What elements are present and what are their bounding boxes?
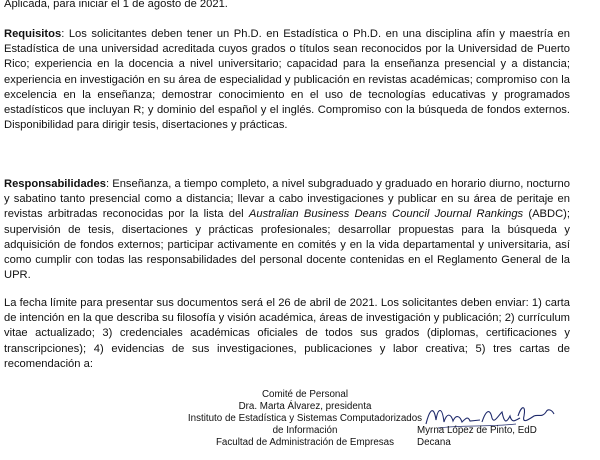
faculty-line: Facultad de Administración de Empresas: [215, 437, 395, 449]
signatory-block: [417, 425, 577, 449]
requisitos-paragraph: [4, 27, 570, 133]
responsabilidades-paragraph: [4, 177, 570, 283]
committee-title: Comité de Personal: [261, 389, 349, 400]
committee-president: Dra. Marta Álvarez, presidenta: [238, 401, 372, 413]
responsabilidades-text-after: (ABDC); supervisión de tesis, disertaciones y prácticas profesionales; desarrollar propuestas para la búsqueda y adquisición de fondos externos; participar activamente en comités y en la vida departamental y universitaria, así como cumplir con todas las responsabilidades del personal docente contenidas en el Reglamento General de la UPR.: [4, 208, 571, 282]
fecha-limite-text: La fecha límite para presentar sus documentos será el 26 de abril de 2021. Los solicitantes deben enviar: 1) carta de intención en la que describa su filosofía y visión académica, áreas de investigación y publicación; 2) currículum vitae actualizado; 3) credenciales académicas oficiales de todos sus grados (diplomas, certificaciones y transcripciones); 4) evidencias de sus investigaciones, publicaciones y labor creativa; 5) tres cartas de recomendación a:: [4, 297, 570, 370]
committee-address-block: [160, 389, 450, 449]
signatory-name: Myrna López de Pinto, EdD: [417, 425, 537, 436]
fecha-limite-paragraph: [4, 296, 570, 372]
intro-tail-paragraph: [4, 0, 570, 12]
responsabilidades-label: Responsabilidades: [4, 178, 106, 190]
responsabilidades-text-before: : Enseñanza, a tiempo completo, a nivel subgraduado y graduado en horario diurno, nocturno y sabatino tanto presencial como a distancia; llevar a cabo investigaciones y publicar en su área de peritaje en revistas arbitradas reconocidas por la lista del: [4, 178, 570, 221]
requisitos-label: Requisitos: [4, 28, 62, 40]
requisitos-text: : Los solicitantes deben tener un Ph.D. en Estadística o Ph.D. en una disciplina afín y maestría en Estadística de una universidad acreditada cuyos grados o títulos sean reconocidos por la Universidad de Puerto Rico; experiencia en la docencia a nivel universitario; capacidad para la enseñanza presencial y a distancia; experiencia en investigación en su área de especialidad y publicación en revistas académicas; compromiso con la excelencia en la enseñanza; demostrar conocimiento en el uso de tecnologías educativas y programados estadísticos que incluyan R; y dominio del español y el inglés. Compromiso con la búsqueda de fondos externos. Disponibilidad para dirigir tesis, disertaciones y prácticas.: [4, 28, 570, 132]
institute-line-2: de Información: [272, 425, 338, 437]
institute-line-1: Instituto de Estadística y Sistemas Computadorizados: [187, 413, 423, 425]
signatory-title: Decana: [417, 437, 451, 449]
intro-tail-text: Aplicada, para iniciar el 1 de agosto de 2021.: [4, 0, 228, 10]
abdc-journal-rankings: Australian Business Deans Council Journal Rankings: [248, 208, 524, 221]
